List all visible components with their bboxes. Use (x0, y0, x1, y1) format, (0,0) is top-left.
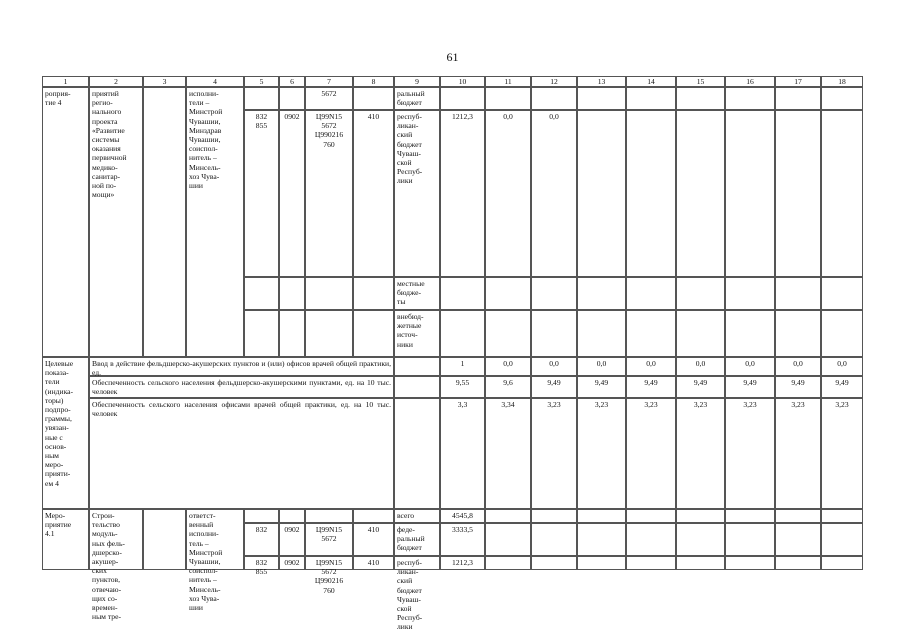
empty-cell (725, 310, 775, 357)
empty-cell (305, 277, 353, 310)
header-cell-9: 9 (394, 76, 440, 87)
indicator-text-cell: Ввод в действие фельдшерско-акушерских пунктов и (или) офисов врачей общей практики, ед. (89, 357, 394, 376)
empty-cell (485, 310, 531, 357)
cell-b2-r1-col9: всего (394, 509, 440, 523)
empty-cell (725, 556, 775, 570)
empty-cell (775, 87, 821, 110)
empty-cell (244, 277, 279, 310)
cell-b2-r2-col10: 3333,5 (440, 523, 485, 556)
cell-r2-col8: 410 (353, 110, 394, 277)
cell-b2-r2-col7: Ц99N15 5672 (305, 523, 353, 556)
cell-b2-r1-col10: 4545,8 (440, 509, 485, 523)
empty-cell (676, 277, 725, 310)
cell-b2-r3-col9: респуб- ликан- ский бюджет Чуваш- ской Респуб- лики (394, 556, 440, 570)
indicator-value-cell: 9,6 (485, 376, 531, 398)
empty-cell (626, 87, 676, 110)
empty-cell (725, 87, 775, 110)
empty-cell (775, 277, 821, 310)
header-cell-11: 11 (485, 76, 531, 87)
header-cell-13: 13 (577, 76, 626, 87)
empty-cell (577, 310, 626, 357)
empty-cell (676, 556, 725, 570)
header-cell-6: 6 (279, 76, 305, 87)
cell-b2-r2-col8: 410 (353, 523, 394, 556)
empty-cell (531, 310, 577, 357)
empty-cell (577, 110, 626, 277)
empty-cell (485, 509, 531, 523)
cell-b2-r3-col7: Ц99N15 5672 Ц990216 760 (305, 556, 353, 570)
measure-4-1-name-cell: Меро- приятие 4.1 (42, 509, 89, 570)
empty-cell (353, 87, 394, 110)
empty-cell (440, 277, 485, 310)
indicator-value-cell: 9,49 (676, 376, 725, 398)
empty-cell (143, 87, 186, 357)
indicator-value-cell: 3,23 (577, 398, 626, 509)
cell-r1-col7: 5672 (305, 87, 353, 110)
indicator-value-cell: 3,23 (775, 398, 821, 509)
empty-cell (821, 87, 863, 110)
header-cell-4: 4 (186, 76, 244, 87)
empty-cell (305, 509, 353, 523)
executors-cell: исполни- тели – Минстрой Чувашии, Минздрав Чувашии, соиспол- нитель – Минсель- хоз Чува- шии (186, 87, 244, 357)
header-cell-12: 12 (531, 76, 577, 87)
indicator-value-cell: 3,23 (821, 398, 863, 509)
empty-cell (244, 509, 279, 523)
empty-cell (485, 523, 531, 556)
empty-cell (244, 87, 279, 110)
indicator-value-cell: 3,3 (440, 398, 485, 509)
empty-cell (394, 398, 440, 509)
indicator-value-cell: 0,0 (577, 357, 626, 376)
empty-cell (725, 110, 775, 277)
empty-cell (821, 509, 863, 523)
indicator-value-cell: 3,23 (725, 398, 775, 509)
empty-cell (279, 310, 305, 357)
header-cell-2: 2 (89, 76, 143, 87)
empty-cell (775, 523, 821, 556)
empty-cell (485, 556, 531, 570)
header-cell-3: 3 (143, 76, 186, 87)
cell-r2-col5: 832 855 (244, 110, 279, 277)
empty-cell (485, 277, 531, 310)
header-cell-14: 14 (626, 76, 676, 87)
indicator-value-cell: 3,23 (531, 398, 577, 509)
empty-cell (279, 509, 305, 523)
empty-cell (725, 509, 775, 523)
indicator-value-cell: 0,0 (676, 357, 725, 376)
cell-r2-col11: 0,0 (485, 110, 531, 277)
indicator-text-cell: Обеспеченность сельского населения фельдшерско-акушерскими пунктами, ед. на 10 тыс. человек (89, 376, 394, 398)
empty-cell (626, 110, 676, 277)
measure-4-1-executors-cell: ответст- венный исполни- тель – Минстрой Чувашии, соиспол- нитель – Минсель- хоз Чува- шии (186, 509, 244, 570)
empty-cell (305, 310, 353, 357)
empty-cell (821, 110, 863, 277)
empty-cell (821, 556, 863, 570)
empty-cell (775, 556, 821, 570)
empty-cell (821, 523, 863, 556)
cell-r2-col6: 0902 (279, 110, 305, 277)
empty-cell (353, 277, 394, 310)
header-cell-10: 10 (440, 76, 485, 87)
empty-cell (143, 509, 186, 570)
cell-r4-col9: внебюд- жетные источ- ники (394, 310, 440, 357)
cell-b2-r2-col6: 0902 (279, 523, 305, 556)
cell-r2-col10: 1212,3 (440, 110, 485, 277)
empty-cell (577, 277, 626, 310)
indicator-value-cell: 9,49 (775, 376, 821, 398)
empty-cell (676, 87, 725, 110)
indicator-value-cell: 3,34 (485, 398, 531, 509)
indicator-value-cell: 9,49 (626, 376, 676, 398)
header-cell-17: 17 (775, 76, 821, 87)
indicator-text-cell: Обеспеченность сельского населения офисами врачей общей практики, ед. на 10 тыс. человек (89, 398, 394, 509)
cell-b2-r2-col5: 832 (244, 523, 279, 556)
indicators-label-cell: Целевые показа- тели (индика- торы) подпро- граммы, увязан- ные с основ- ным меро- прияти- ем 4 (42, 357, 89, 509)
header-cell-18: 18 (821, 76, 863, 87)
empty-cell (626, 509, 676, 523)
header-cell-1: 1 (42, 76, 89, 87)
empty-cell (440, 87, 485, 110)
cell-b2-r3-col8: 410 (353, 556, 394, 570)
indicator-value-cell: 3,23 (676, 398, 725, 509)
empty-cell (394, 376, 440, 398)
cell-b2-r3-col6: 0902 (279, 556, 305, 570)
empty-cell (531, 87, 577, 110)
measure-description-cell: приятий регио- нального проекта «Развитие системы оказания первичной медико- санитар- ной по- мощи» (89, 87, 143, 357)
empty-cell (725, 523, 775, 556)
cell-b2-r3-col10: 1212,3 (440, 556, 485, 570)
cell-b2-r3-col5: 832 855 (244, 556, 279, 570)
header-cell-8: 8 (353, 76, 394, 87)
header-cell-5: 5 (244, 76, 279, 87)
empty-cell (531, 277, 577, 310)
empty-cell (531, 556, 577, 570)
empty-cell (821, 277, 863, 310)
empty-cell (531, 523, 577, 556)
cell-r2-col12: 0,0 (531, 110, 577, 277)
indicator-value-cell: 9,49 (531, 376, 577, 398)
indicator-value-cell: 9,49 (725, 376, 775, 398)
indicator-value-cell: 3,23 (626, 398, 676, 509)
measure-name-cell: роприя- тие 4 (42, 87, 89, 357)
indicator-value-cell: 9,49 (821, 376, 863, 398)
empty-cell (676, 509, 725, 523)
empty-cell (440, 310, 485, 357)
empty-cell (821, 310, 863, 357)
empty-cell (626, 556, 676, 570)
cell-r2-col9: респуб- ликан- ский бюджет Чуваш- ской Респуб- лики (394, 110, 440, 277)
empty-cell (577, 523, 626, 556)
header-cell-7: 7 (305, 76, 353, 87)
empty-cell (676, 523, 725, 556)
empty-cell (725, 277, 775, 310)
empty-cell (531, 509, 577, 523)
indicator-value-cell: 0,0 (531, 357, 577, 376)
header-cell-16: 16 (725, 76, 775, 87)
empty-cell (279, 87, 305, 110)
empty-cell (394, 357, 440, 376)
empty-cell (775, 110, 821, 277)
empty-cell (775, 509, 821, 523)
empty-cell (577, 87, 626, 110)
empty-cell (775, 310, 821, 357)
empty-cell (485, 87, 531, 110)
empty-cell (676, 110, 725, 277)
measure-4-1-description-cell: Строи- тельство модуль- ных фель- дшерско- акушер- ских пунктов, отвечаю- щих со- времен- ным тре- (89, 509, 143, 570)
header-cell-15: 15 (676, 76, 725, 87)
indicator-value-cell: 9,49 (577, 376, 626, 398)
empty-cell (626, 523, 676, 556)
empty-cell (577, 509, 626, 523)
indicator-value-cell: 0,0 (725, 357, 775, 376)
indicator-value-cell: 1 (440, 357, 485, 376)
empty-cell (626, 310, 676, 357)
program-table (42, 76, 863, 632)
indicator-value-cell: 0,0 (626, 357, 676, 376)
cell-r3-col9: местные бюдже- ты (394, 277, 440, 310)
cell-r2-col7: Ц99N15 5672 Ц990216 760 (305, 110, 353, 277)
indicator-value-cell: 0,0 (775, 357, 821, 376)
cell-b2-r2-col9: феде- ральный бюджет (394, 523, 440, 556)
empty-cell (279, 277, 305, 310)
page-number: 61 (446, 50, 459, 64)
empty-cell (577, 556, 626, 570)
cell-r1-col9: ральный бюджет (394, 87, 440, 110)
indicator-value-cell: 0,0 (821, 357, 863, 376)
empty-cell (353, 509, 394, 523)
empty-cell (244, 310, 279, 357)
empty-cell (626, 277, 676, 310)
empty-cell (676, 310, 725, 357)
indicator-value-cell: 0,0 (485, 357, 531, 376)
empty-cell (353, 310, 394, 357)
indicator-value-cell: 9,55 (440, 376, 485, 398)
